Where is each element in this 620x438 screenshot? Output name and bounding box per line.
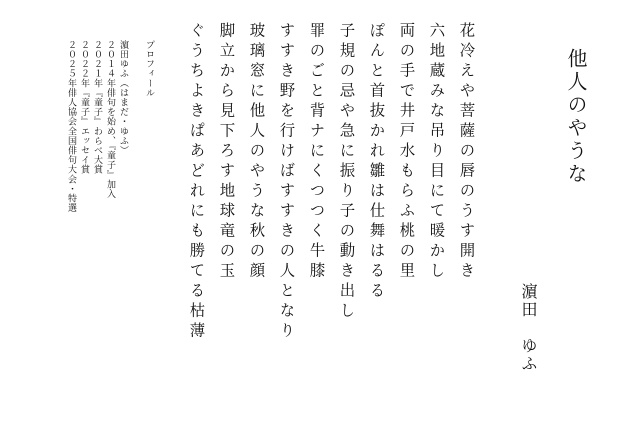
profile-line: ２０２２年『童子』エッセイ賞	[79, 40, 89, 175]
haiku-line: 両の手で井戸水もらふ桃の里	[397, 22, 416, 282]
profile-line: 濵田ゆふ（はまだ・ゆふ）	[118, 40, 128, 156]
profile-heading: プロフィール	[144, 40, 154, 98]
haiku-line: 六地蔵みな吊り目にて暖かし	[427, 22, 446, 282]
poem-title: 他人のやうな	[564, 48, 588, 186]
profile-line: ２０１４年俳句を始め、『童子』加入	[105, 40, 115, 199]
haiku-line: 罪のごと背ナにくつつく牛膝	[307, 22, 326, 282]
profile-line: ２０２１年『童子』わらべ大賞	[92, 40, 102, 175]
profile-line: ２０２５年俳人協会全国俳句大会・特選	[66, 40, 76, 213]
haiku-line: 脚立から見下ろす地球竜の玉	[217, 22, 236, 282]
haiku-line: ぐうちよきぱあどれにも勝てる枯薄	[187, 22, 206, 342]
haiku-line: 玻璃窓に他人のやうな秋の顔	[247, 22, 266, 282]
haiku-line: すすき野を行けばすすきの人となり	[277, 22, 296, 342]
haiku-line: ぽんと首抜かれ雛は仕舞はるる	[367, 22, 386, 302]
author-name: 濵田 ゆふ	[519, 283, 538, 373]
haiku-line: 子規の忌や急に振り子の動き出し	[337, 22, 356, 322]
haiku-line: 花冷えや菩薩の唇のうす開き	[457, 22, 476, 282]
